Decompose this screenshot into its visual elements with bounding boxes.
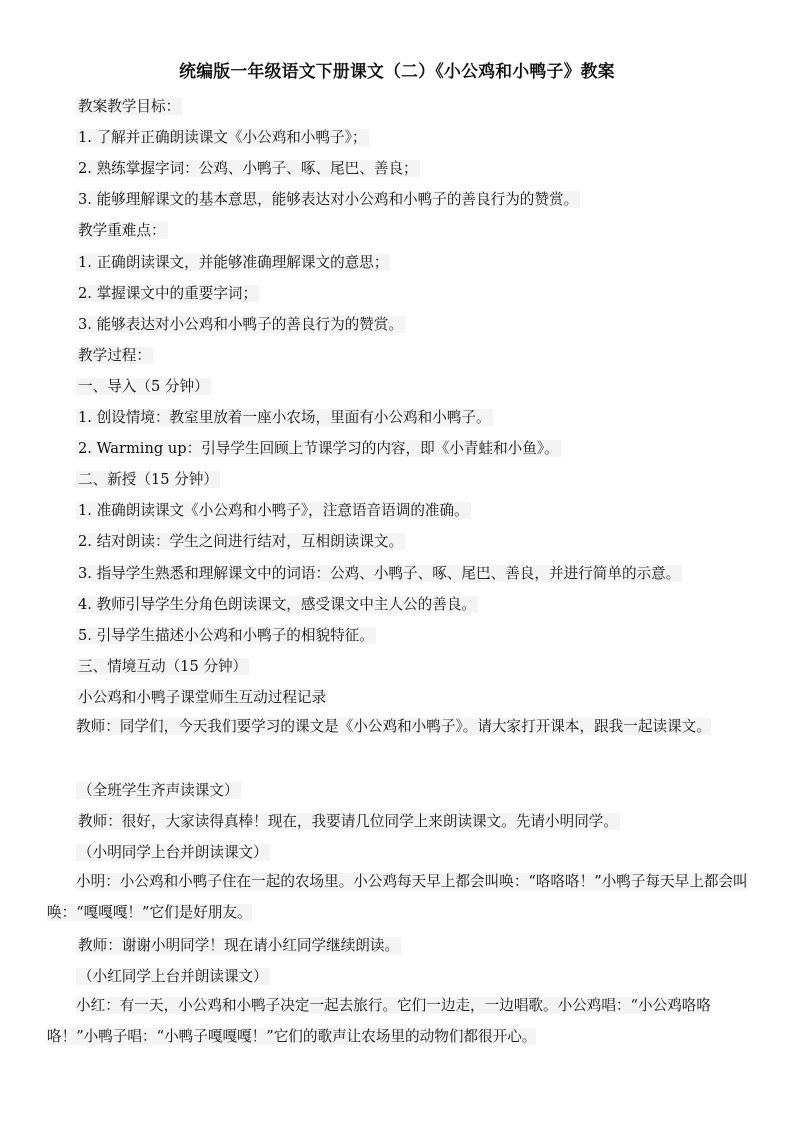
objective-item: 3. 能够理解课文的基本意思，能够表达对小公鸡和小鸭子的善良行为的赞赏。: [78, 191, 579, 208]
stage-direction: （全班学生齐声读课文）: [78, 782, 239, 799]
section-item: 2. 结对朗读：学生之间进行结对，互相朗读课文。: [78, 533, 404, 550]
process-heading: 教学过程：: [78, 347, 151, 364]
section-item: 1. 准确朗读课文《小公鸡和小鸭子》，注意语音语调的准确。: [78, 502, 469, 519]
record-title: 小公鸡和小鸭子课堂师生互动过程记录: [78, 689, 327, 706]
objective-item: 2. 熟练掌握字词：公鸡、小鸭子、啄、尾巴、善良；: [78, 160, 418, 177]
stage-direction: （小红同学上台并朗读课文）: [78, 968, 268, 985]
dialogue-paragraph: 小明：小公鸡和小鸭子住在一起的农场里。小公鸡每天早上都会叫唤：“咯咯咯！”小鸭子每天早上都会叫唤：“嘎嘎嘎！”它们是好朋友。: [47, 873, 748, 921]
objective-item: 1. 了解并正确朗读课文《小公鸡和小鸭子》；: [78, 129, 367, 146]
document-title: 统编版一年级语文下册课文（二）《小公鸡和小鸭子》教案: [179, 61, 615, 81]
section-heading: 二、新授（15 分钟）: [78, 471, 218, 488]
keypoint-item: 3. 能够表达对小公鸡和小鸭子的善良行为的赞赏。: [78, 316, 404, 333]
section-item: 5. 引导学生描述小公鸡和小鸭子的相貌特征。: [78, 627, 374, 644]
section-item: 3. 指导学生熟悉和理解课文中的词语：公鸡、小鸭子、啄、尾巴、善良，并进行简单的示意。: [78, 565, 681, 582]
section-item: 4. 教师引导学生分角色朗读课文，感受课文中主人公的善良。: [78, 596, 477, 613]
dialogue-line: 教师：谢谢小明同学！现在请小红同学继续朗读。: [78, 937, 400, 954]
dialogue-paragraph: 小红：有一天，小公鸡和小鸭子决定一起去旅行。它们一边走，一边唱歌。小公鸡唱：“小公鸡咯咯咯！”小鸭子唱：“小鸭子嘎嘎嘎！”它们的歌声让农场里的动物们都很开心。: [47, 997, 711, 1045]
section-heading: 一、导入（5 分钟）: [78, 378, 209, 395]
section-heading: 三、情境互动（15 分钟）: [78, 658, 248, 675]
dialogue-paragraph: 教师：同学们，今天我们要学习的课文是《小公鸡和小鸭子》。请大家打开课本，跟我一起读课文。: [76, 718, 711, 735]
objectives-heading: 教案教学目标：: [78, 98, 181, 115]
section-item: 1. 创设情境：教室里放着一座小农场，里面有小公鸡和小鸭子。: [78, 409, 491, 426]
keypoint-item: 1. 正确朗读课文，并能够准确理解课文的意思；: [78, 254, 389, 271]
stage-direction: （小明同学上台并朗读课文）: [78, 844, 268, 861]
section-item: 2. Warming up：引导学生回顾上节课学习的内容，即《小青蛙和小鱼》。: [78, 440, 559, 457]
keypoints-heading: 教学重难点：: [78, 222, 166, 239]
keypoint-item: 2. 掌握课文中的重要字词；: [78, 285, 258, 302]
dialogue-line: 教师：很好，大家读得真棒！现在，我要请几位同学上来朗读课文。先请小明同学。: [78, 813, 618, 830]
